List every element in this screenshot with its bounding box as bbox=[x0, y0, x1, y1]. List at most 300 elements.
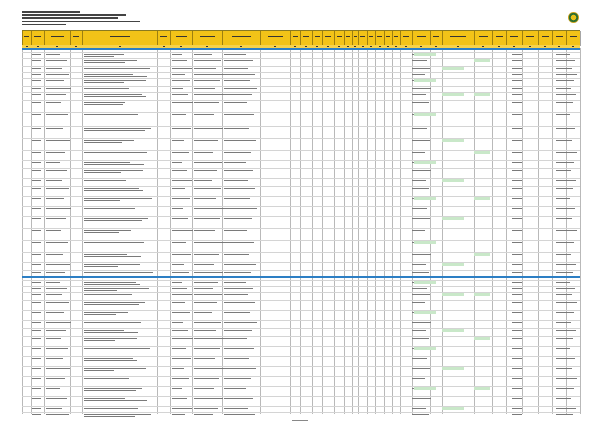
indicator-text bbox=[172, 54, 182, 55]
activity-text bbox=[84, 96, 146, 97]
target-text bbox=[194, 54, 212, 55]
body-column-divider bbox=[442, 48, 443, 414]
remarks-text bbox=[556, 102, 573, 103]
remarks-text bbox=[556, 388, 574, 389]
output-text bbox=[224, 288, 253, 289]
body-column-divider bbox=[290, 48, 291, 414]
header-label bbox=[570, 36, 577, 37]
header-column-divider bbox=[384, 31, 385, 46]
indicator-text bbox=[172, 128, 191, 129]
remarks-text bbox=[556, 80, 574, 81]
header-label bbox=[479, 36, 488, 37]
body-column-divider bbox=[522, 48, 523, 414]
indicator-text bbox=[172, 408, 192, 409]
budget-cell-highlight bbox=[414, 79, 436, 82]
activity-text bbox=[84, 172, 121, 173]
header-label bbox=[200, 36, 215, 37]
indicator-text bbox=[172, 88, 183, 89]
table-row-divider bbox=[22, 396, 580, 397]
remarks-text bbox=[556, 152, 577, 153]
column-number bbox=[294, 46, 296, 47]
header-column-divider bbox=[375, 31, 376, 46]
target-text bbox=[194, 282, 218, 283]
remarks-text bbox=[556, 180, 576, 181]
target-text bbox=[194, 414, 213, 415]
body-column-divider bbox=[492, 48, 493, 414]
budget-cell-highlight bbox=[442, 67, 464, 70]
target-text bbox=[194, 198, 216, 199]
body-column-divider bbox=[392, 48, 393, 414]
row-code-text bbox=[32, 388, 41, 389]
output-text bbox=[224, 208, 257, 209]
activity-text bbox=[84, 208, 135, 209]
target-text bbox=[194, 378, 219, 379]
target-text bbox=[194, 330, 216, 331]
column-number bbox=[405, 46, 407, 47]
target-text bbox=[194, 272, 223, 273]
target-text bbox=[194, 170, 217, 171]
header-column-divider bbox=[170, 31, 171, 46]
indicator-text bbox=[172, 198, 190, 199]
location-text bbox=[412, 338, 429, 339]
target-text bbox=[194, 398, 223, 399]
body-column-divider bbox=[367, 48, 368, 414]
header-column-divider bbox=[492, 31, 493, 46]
budget-text bbox=[512, 68, 522, 69]
budget-text bbox=[512, 322, 522, 323]
output-text bbox=[224, 312, 250, 313]
header-label bbox=[377, 36, 382, 37]
activity-text bbox=[84, 388, 142, 389]
row-code-text bbox=[32, 94, 41, 95]
target-text bbox=[194, 68, 216, 69]
row-code-text bbox=[32, 254, 41, 255]
activity-text bbox=[84, 80, 146, 81]
activity-text bbox=[84, 282, 136, 283]
body-column-divider bbox=[70, 48, 71, 414]
indicator-text bbox=[172, 254, 191, 255]
column-number bbox=[347, 46, 349, 47]
budget-text bbox=[512, 338, 522, 339]
budget-text bbox=[512, 80, 522, 81]
government-emblem bbox=[568, 12, 579, 23]
header-column-divider bbox=[392, 31, 393, 46]
header-column-divider bbox=[82, 31, 83, 46]
activity-text bbox=[84, 130, 145, 131]
remarks-text bbox=[556, 368, 572, 369]
column-number bbox=[482, 46, 484, 47]
activity-text bbox=[84, 188, 139, 189]
row-code-text bbox=[32, 348, 41, 349]
budget-text bbox=[512, 408, 522, 409]
target-text bbox=[194, 242, 224, 243]
budget-text bbox=[512, 242, 522, 243]
row-code-text bbox=[32, 88, 41, 89]
indicator-text bbox=[172, 180, 192, 181]
table-row-divider bbox=[22, 386, 580, 387]
header-column-divider bbox=[70, 31, 71, 46]
target-text bbox=[194, 294, 222, 295]
table-row-divider bbox=[22, 52, 580, 53]
column-number bbox=[240, 46, 242, 47]
budget-cell-highlight bbox=[414, 281, 436, 284]
column-number bbox=[513, 46, 515, 47]
program-text bbox=[46, 152, 65, 153]
row-code-text bbox=[32, 358, 41, 359]
program-text bbox=[46, 414, 69, 415]
program-text bbox=[46, 264, 70, 265]
row-code-text bbox=[32, 170, 41, 171]
activity-text bbox=[84, 242, 144, 243]
activity-text bbox=[84, 76, 147, 77]
body-column-divider bbox=[312, 48, 313, 414]
location-text bbox=[412, 378, 425, 379]
budget-text bbox=[512, 170, 522, 171]
column-number bbox=[395, 46, 397, 47]
column-number bbox=[498, 46, 500, 47]
activity-text bbox=[84, 358, 133, 359]
activity-text bbox=[84, 198, 152, 199]
header-label bbox=[360, 36, 365, 37]
budget-text bbox=[512, 230, 522, 231]
header-column-divider bbox=[442, 31, 443, 46]
indicator-text bbox=[172, 80, 190, 81]
target-text bbox=[194, 74, 225, 75]
header-label bbox=[34, 36, 41, 37]
remarks-text bbox=[556, 398, 571, 399]
table-row-divider bbox=[22, 252, 580, 253]
target-text bbox=[194, 322, 221, 323]
target-text bbox=[194, 388, 214, 389]
title-line-5 bbox=[22, 24, 66, 26]
output-text bbox=[224, 264, 256, 265]
program-text bbox=[46, 230, 61, 231]
activity-text bbox=[84, 62, 125, 63]
body-column-divider bbox=[322, 48, 323, 414]
activity-text bbox=[84, 408, 138, 409]
indicator-text bbox=[172, 398, 187, 399]
output-text bbox=[224, 152, 251, 153]
remarks-text bbox=[556, 338, 573, 339]
row-code-text bbox=[32, 140, 41, 141]
location-text bbox=[412, 288, 427, 289]
target-text bbox=[194, 288, 213, 289]
budget-text bbox=[512, 272, 522, 273]
target-text bbox=[194, 94, 224, 95]
page-footer bbox=[292, 420, 308, 421]
table-row-divider bbox=[22, 336, 580, 337]
program-text bbox=[46, 94, 66, 95]
budget-cell-highlight bbox=[474, 151, 490, 154]
activity-text bbox=[84, 232, 119, 233]
budget-cell-highlight bbox=[414, 347, 436, 350]
body-column-divider bbox=[430, 48, 431, 414]
budget-text bbox=[512, 288, 522, 289]
program-text bbox=[46, 368, 70, 369]
row-code-text bbox=[32, 152, 41, 153]
header-label bbox=[51, 36, 64, 37]
budget-text bbox=[512, 254, 522, 255]
column-number bbox=[362, 46, 364, 47]
column-number bbox=[529, 46, 531, 47]
header-label bbox=[315, 36, 320, 37]
target-text bbox=[194, 188, 221, 189]
output-text bbox=[224, 322, 257, 323]
program-text bbox=[46, 162, 60, 163]
program-text bbox=[46, 218, 66, 219]
table-row-divider bbox=[22, 240, 580, 241]
indicator-text bbox=[172, 312, 190, 313]
activity-text bbox=[84, 332, 138, 333]
remarks-text bbox=[556, 188, 573, 189]
header-column-divider bbox=[566, 31, 567, 46]
row-code-text bbox=[32, 208, 41, 209]
indicator-text bbox=[172, 378, 189, 379]
budget-text bbox=[512, 330, 522, 331]
row-code-text bbox=[32, 282, 41, 283]
location-text bbox=[412, 322, 431, 323]
target-text bbox=[194, 348, 220, 349]
budget-text bbox=[512, 94, 522, 95]
output-text bbox=[224, 94, 252, 95]
program-text bbox=[46, 242, 68, 243]
budget-cell-highlight bbox=[442, 179, 464, 182]
output-text bbox=[224, 140, 256, 141]
table-row-divider bbox=[22, 150, 580, 151]
indicator-text bbox=[172, 264, 184, 265]
indicator-text bbox=[172, 358, 191, 359]
program-text bbox=[46, 208, 71, 209]
location-text bbox=[412, 74, 425, 75]
budget-cell-highlight bbox=[414, 53, 436, 56]
row-code-text bbox=[32, 68, 41, 69]
row-code-text bbox=[32, 230, 41, 231]
target-text bbox=[194, 88, 215, 89]
output-text bbox=[224, 282, 246, 283]
header-label bbox=[510, 36, 518, 37]
table-row-divider bbox=[22, 320, 580, 321]
activity-text bbox=[84, 416, 135, 417]
output-text bbox=[224, 302, 255, 303]
program-text bbox=[46, 282, 60, 283]
budget-text bbox=[512, 312, 522, 313]
row-code-text bbox=[32, 378, 41, 379]
program-text bbox=[46, 330, 66, 331]
budget-cell-highlight bbox=[474, 387, 490, 390]
output-text bbox=[224, 398, 253, 399]
header-label bbox=[325, 36, 331, 37]
activity-text bbox=[84, 400, 147, 401]
remarks-text bbox=[556, 348, 570, 349]
budget-text bbox=[512, 414, 522, 415]
header-label bbox=[24, 36, 29, 37]
table-row-divider bbox=[22, 286, 580, 287]
location-text bbox=[412, 302, 425, 303]
title-line-3 bbox=[22, 17, 118, 19]
remarks-text bbox=[556, 378, 577, 379]
location-text bbox=[412, 218, 430, 219]
budget-text bbox=[512, 198, 522, 199]
budget-cell-highlight bbox=[474, 93, 490, 96]
activity-text bbox=[84, 94, 142, 95]
budget-cell-highlight bbox=[442, 263, 464, 266]
output-text bbox=[224, 162, 246, 163]
budget-cell-highlight bbox=[442, 93, 464, 96]
output-text bbox=[224, 80, 250, 81]
activity-text bbox=[84, 288, 149, 289]
location-text bbox=[412, 180, 426, 181]
indicator-text bbox=[172, 94, 188, 95]
header-column-divider bbox=[222, 31, 223, 46]
activity-text bbox=[84, 254, 127, 255]
remarks-text bbox=[556, 272, 573, 273]
activity-text bbox=[84, 348, 150, 349]
location-text bbox=[412, 68, 430, 69]
header-label bbox=[176, 36, 187, 37]
table-row-divider bbox=[22, 58, 580, 59]
target-text bbox=[194, 338, 225, 339]
location-text bbox=[412, 294, 430, 295]
remarks-text bbox=[556, 288, 575, 289]
title-line-2 bbox=[22, 14, 126, 16]
program-text bbox=[46, 128, 63, 129]
target-text bbox=[194, 302, 217, 303]
indicator-text bbox=[172, 272, 189, 273]
target-text bbox=[194, 128, 223, 129]
column-number bbox=[75, 46, 77, 47]
remarks-text bbox=[556, 322, 571, 323]
remarks-text bbox=[556, 94, 576, 95]
table-row-divider bbox=[22, 78, 580, 79]
column-number bbox=[387, 46, 389, 47]
program-text bbox=[46, 358, 63, 359]
remarks-text bbox=[556, 302, 577, 303]
indicator-text bbox=[172, 68, 192, 69]
remarks-text bbox=[556, 414, 573, 415]
row-code-text bbox=[32, 60, 41, 61]
output-text bbox=[224, 188, 255, 189]
location-text bbox=[412, 60, 427, 61]
table-row-divider bbox=[22, 86, 580, 87]
output-text bbox=[224, 294, 248, 295]
title-line-1 bbox=[22, 11, 80, 13]
table-row-divider bbox=[22, 406, 580, 407]
activity-text bbox=[84, 330, 124, 331]
header-column-divider bbox=[22, 31, 23, 46]
body-column-divider bbox=[334, 48, 335, 414]
activity-text bbox=[84, 102, 125, 103]
location-text bbox=[412, 414, 429, 415]
header-label bbox=[73, 36, 79, 37]
target-text bbox=[194, 80, 220, 81]
output-text bbox=[224, 180, 248, 181]
body-column-divider bbox=[384, 48, 385, 414]
table-row-divider bbox=[22, 72, 580, 73]
table-row-divider bbox=[22, 412, 580, 413]
table-row-divider bbox=[22, 346, 580, 347]
table-row-divider bbox=[22, 366, 580, 367]
remarks-text bbox=[556, 208, 575, 209]
indicator-text bbox=[172, 288, 187, 289]
header-column-divider bbox=[352, 31, 353, 46]
budget-cell-highlight bbox=[474, 337, 490, 340]
program-text bbox=[46, 348, 68, 349]
indicator-text bbox=[172, 282, 182, 283]
budget-cell-highlight bbox=[474, 253, 490, 256]
column-number bbox=[457, 46, 459, 47]
location-text bbox=[412, 330, 426, 331]
program-text bbox=[46, 272, 65, 273]
budget-text bbox=[512, 388, 522, 389]
activity-text bbox=[84, 74, 133, 75]
column-number bbox=[435, 46, 437, 47]
remarks-text bbox=[556, 264, 576, 265]
target-text bbox=[194, 102, 219, 103]
program-text bbox=[46, 288, 67, 289]
budget-cell-highlight bbox=[442, 139, 464, 142]
row-code-text bbox=[32, 338, 41, 339]
header-label bbox=[354, 36, 357, 37]
header-label bbox=[337, 36, 342, 37]
header-label bbox=[542, 36, 549, 37]
output-text bbox=[224, 330, 252, 331]
column-number bbox=[327, 46, 329, 47]
budget-cell-highlight bbox=[442, 293, 464, 296]
program-text bbox=[46, 188, 69, 189]
indicator-text bbox=[172, 242, 186, 243]
header-label bbox=[232, 36, 251, 37]
header-column-divider bbox=[538, 31, 539, 46]
remarks-text bbox=[556, 408, 576, 409]
table-row-divider bbox=[22, 126, 580, 127]
target-text bbox=[194, 368, 224, 369]
body-column-divider bbox=[22, 48, 23, 414]
header-label bbox=[160, 36, 167, 37]
header-label bbox=[293, 36, 298, 37]
remarks-text bbox=[556, 170, 571, 171]
location-text bbox=[412, 152, 425, 153]
output-text bbox=[224, 128, 249, 129]
budget-cell-highlight bbox=[414, 311, 436, 314]
body-column-divider bbox=[260, 48, 261, 414]
indicator-text bbox=[172, 368, 184, 369]
program-text bbox=[46, 312, 64, 313]
location-text bbox=[412, 102, 429, 103]
body-column-divider bbox=[344, 48, 345, 414]
header-column-divider bbox=[300, 31, 301, 46]
header-column-divider bbox=[412, 31, 413, 46]
indicator-text bbox=[172, 170, 187, 171]
remarks-text bbox=[556, 242, 574, 243]
output-text bbox=[224, 198, 250, 199]
activity-text bbox=[84, 104, 123, 105]
column-number bbox=[420, 46, 422, 47]
remarks-text bbox=[556, 128, 575, 129]
header-label bbox=[268, 36, 283, 37]
budget-text bbox=[512, 294, 522, 295]
budget-cell-highlight bbox=[442, 407, 464, 410]
header-label bbox=[346, 36, 350, 37]
table-row-divider bbox=[22, 292, 580, 293]
table-row-divider bbox=[22, 328, 580, 329]
budget-text bbox=[512, 152, 522, 153]
table-row-divider bbox=[22, 138, 580, 139]
activity-text bbox=[84, 60, 137, 61]
indicator-text bbox=[172, 218, 188, 219]
table-row-divider bbox=[22, 66, 580, 67]
body-column-divider bbox=[506, 48, 507, 414]
activity-text bbox=[84, 370, 114, 371]
